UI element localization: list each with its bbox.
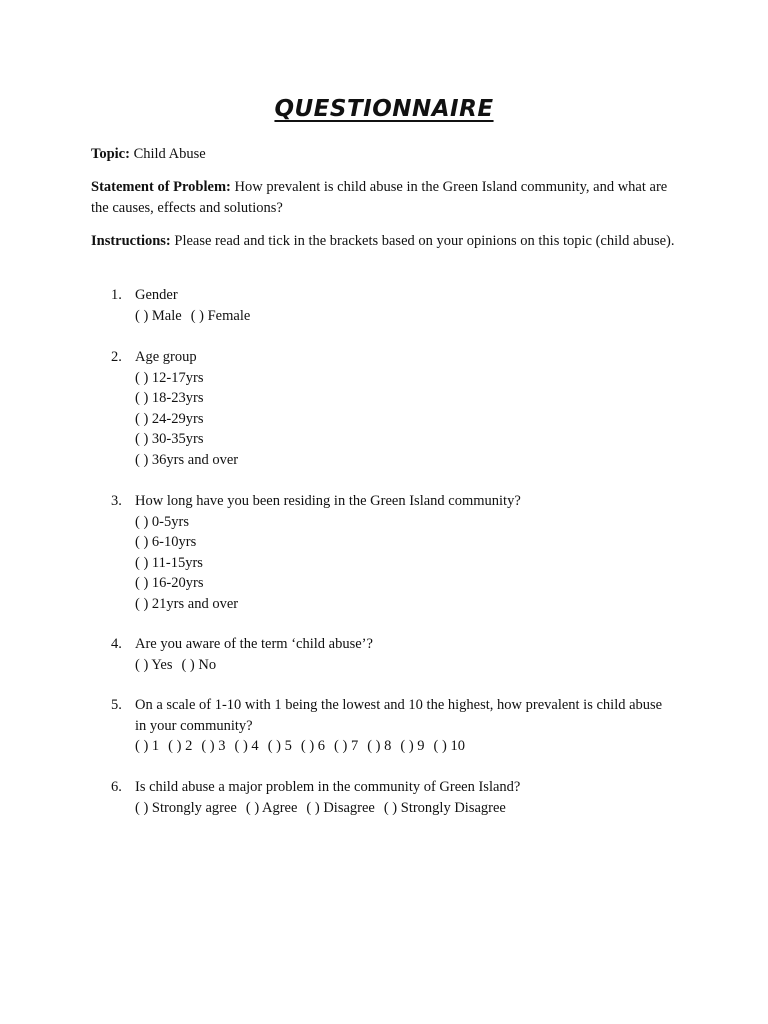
statement-of-problem [91,177,681,219]
option-no[interactable]: ( ) No [181,656,217,673]
option-agree[interactable]: ( ) Agree [245,799,298,816]
options-row [135,798,670,819]
option-scale-3[interactable]: ( ) 3 [201,738,226,754]
option-scale-10[interactable]: ( ) 10 [433,738,465,754]
option-24-29[interactable]: ( ) 24-29yrs [135,410,204,427]
option-scale-4[interactable]: ( ) 4 [234,738,259,754]
option-scale-6[interactable]: ( ) 6 [300,738,326,754]
option-scale-2[interactable]: ( ) 2 [168,738,193,754]
instructions-label: Instructions: [91,233,171,249]
question-number: 2. [111,349,122,365]
option-yes[interactable]: ( ) Yes [135,656,173,673]
option-6-10[interactable]: ( ) 6-10yrs [135,534,197,550]
question-text: Gender [135,287,178,303]
question-text: Age group [135,349,197,365]
options-row [135,655,670,676]
option-female[interactable]: ( ) Female [190,307,251,324]
option-male[interactable]: ( ) Male [135,307,182,324]
option-36-over[interactable]: ( ) 36yrs and over [135,451,239,468]
option-18-23[interactable]: ( ) 18-23yrs [135,390,204,406]
topic-line [91,144,681,165]
option-strongly-disagree[interactable]: ( ) Strongly Disagree [383,799,506,816]
option-scale-1[interactable]: ( ) 1 [135,738,160,754]
page-title: QUESTIONNAIRE [274,96,494,122]
option-30-35[interactable]: ( ) 30-35yrs [135,431,204,447]
topic-label: Topic: [91,146,130,162]
instructions [91,231,681,252]
question-number: 1. [111,287,122,303]
option-21-over[interactable]: ( ) 21yrs and over [135,595,239,612]
option-scale-8[interactable]: ( ) 8 [367,738,392,754]
statement-label: Statement of Problem: [91,179,231,195]
options-row [135,736,670,757]
option-strongly-agree[interactable]: ( ) Strongly agree [135,799,237,816]
option-12-17[interactable]: ( ) 12-17yrs [135,369,204,386]
option-scale-9[interactable]: ( ) 9 [400,738,425,754]
question-number: 5. [111,697,122,713]
options-row [135,306,670,327]
question-text: How long have you been residing in the Green Island community? [135,493,521,509]
option-scale-5[interactable]: ( ) 5 [267,738,292,754]
option-16-20[interactable]: ( ) 16-20yrs [135,575,204,591]
question-text: Is child abuse a major problem in the community of Green Island? [135,779,521,795]
question-text: Are you aware of the term ‘child abuse’? [135,636,373,652]
option-11-15[interactable]: ( ) 11-15yrs [135,554,203,571]
option-disagree[interactable]: ( ) Disagree [306,799,375,816]
question-number: 6. [111,779,122,795]
question-number: 4. [111,636,122,652]
statement-value: How prevalent is child abuse in the Green Island community, and what are the causes, effects and solutions? [91,179,668,216]
topic-value: Child Abuse [133,146,206,162]
option-0-5[interactable]: ( ) 0-5yrs [135,513,189,530]
question-text: On a scale of 1-10 with 1 being the lowest and 10 the highest, how prevalent is child abuse in your community? [135,697,663,734]
option-scale-7[interactable]: ( ) 7 [334,738,359,754]
instructions-value: Please read and tick in the brackets based on your opinions on this topic (child abuse). [174,233,675,249]
question-number: 3. [111,493,122,509]
